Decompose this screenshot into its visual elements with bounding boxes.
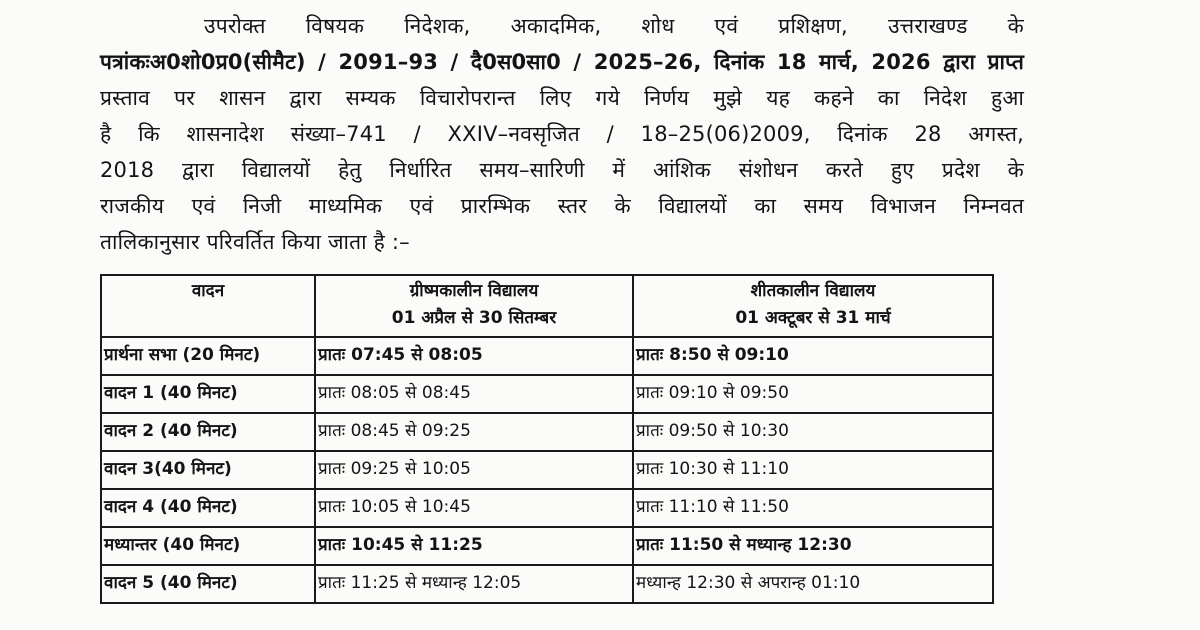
table-row [101,337,993,375]
header-period [101,275,315,337]
paragraph-line: उपरोक्त विषयक निदेशक, अकादमिक, शोध एवं प्रशिक्षण, उत्तराखण्ड के [204,14,1024,38]
header-summer-title: ग्रीष्मकालीन विद्यालय [409,281,539,301]
header-winter [633,275,993,337]
period-cell: वादन 5 (40 मिनट) [101,565,315,603]
table-header-row [101,275,993,337]
summer-time-cell: प्रातः 07:45 से 08:05 [315,337,633,375]
summer-time-cell: प्रातः 11:25 से मध्यान्ह 12:05 [315,565,633,603]
header-period-label: वादन [191,281,225,301]
winter-time-cell: प्रातः 09:50 से 10:30 [633,413,993,451]
period-cell: मध्यान्तर (40 मिनट) [101,527,315,565]
period-cell: वादन 3(40 मिनट) [101,451,315,489]
winter-time-cell: प्रातः 8:50 से 09:10 [633,337,993,375]
summer-time-cell: प्रातः 09:25 से 10:05 [315,451,633,489]
paragraph-line: राजकीय एवं निजी माध्यमिक एवं प्रारम्भिक स्तर के विद्यालयों का समय विभाजन निम्नवत [100,194,1024,218]
paragraph-line: 2018 द्वारा विद्यालयों हेतु निर्धारित समय–सारिणी में आंशिक संशोधन करते हुए प्रदेश के [100,158,1024,182]
period-cell: वादन 4 (40 मिनट) [101,489,315,527]
summer-time-cell: प्रातः 08:05 से 08:45 [315,375,633,413]
winter-time-cell: प्रातः 11:10 से 11:50 [633,489,993,527]
winter-time-cell: मध्यान्ह 12:30 से अपरान्ह 01:10 [633,565,993,603]
table-row [101,413,993,451]
period-cell: प्रार्थना सभा (20 मिनट) [101,337,315,375]
period-cell: वादन 1 (40 मिनट) [101,375,315,413]
winter-time-cell: प्रातः 09:10 से 09:50 [633,375,993,413]
header-summer-range: 01 अप्रैल से 30 सितम्बर [391,308,557,328]
summer-time-cell: प्रातः 10:45 से 11:25 [315,527,633,565]
table-row [101,527,993,565]
table-row [101,489,993,527]
header-winter-range: 01 अक्टूबर से 31 मार्च [735,308,891,328]
winter-time-cell: प्रातः 10:30 से 11:10 [633,451,993,489]
paragraph-line: है कि शासनादेश संख्या–741 / XXIV–नवसृजित / 18–25(06)2009, दिनांक 28 अगस्त, [100,122,1024,146]
summer-time-cell: प्रातः 08:45 से 09:25 [315,413,633,451]
table-row [101,565,993,603]
winter-time-cell: प्रातः 11:50 से मध्यान्ह 12:30 [633,527,993,565]
summer-time-cell: प्रातः 10:05 से 10:45 [315,489,633,527]
paragraph-line: पत्रांकःअ0शो0प्र0(सीमैट) / 2091–93 / दै0स0सा0 / 2025–26, दिनांक 18 मार्च, 2026 द्वारा प्राप्त [100,50,1024,74]
period-cell: वादन 2 (40 मिनट) [101,413,315,451]
header-winter-title: शीतकालीन विद्यालय [750,281,876,301]
timetable [100,274,994,604]
order-paragraph [100,8,1024,260]
paragraph-line: तालिकानुसार परिवर्तित किया जाता है :– [100,230,410,254]
header-summer [315,275,633,337]
table-row [101,451,993,489]
paragraph-line: प्रस्ताव पर शासन द्वारा सम्यक विचारोपरान्त लिए गये निर्णय मुझे यह कहने का निदेश हुआ [100,86,1024,110]
table-row [101,375,993,413]
